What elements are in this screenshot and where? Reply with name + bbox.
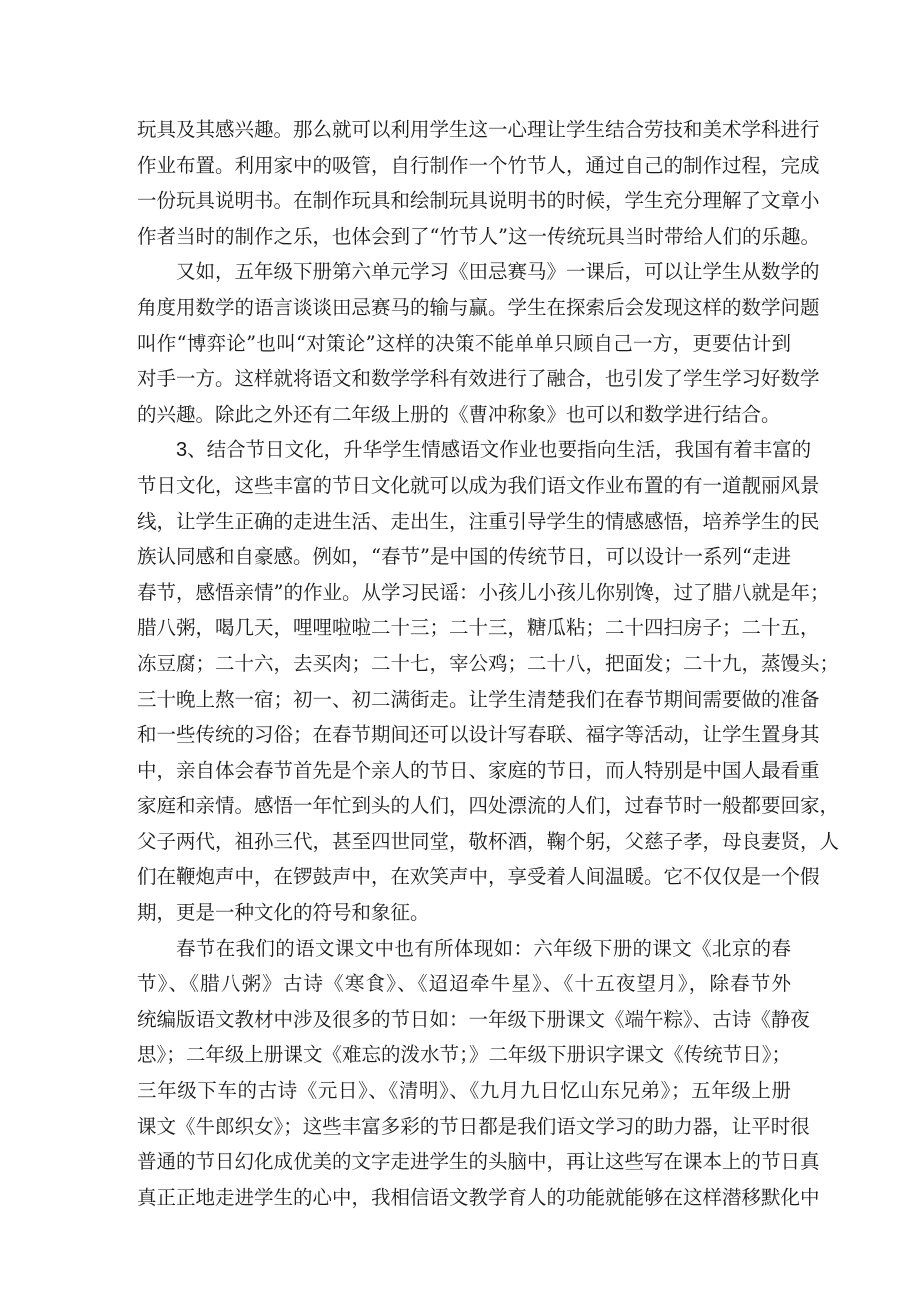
text-line: 统编版语文教材中涉及很多的节日如：一年级下册课文《端午粽》、古诗《静夜 <box>137 1007 810 1031</box>
text-line-content: 、结合节日文化，升华学生情感语文作业也要指向生活，我国有着丰富的 <box>187 438 812 462</box>
text-line: 春节，感悟亲情”的作业。从学习民谣：小孩儿小孩儿你别馋，过了腊八就是年； <box>137 580 830 604</box>
text-line: 的兴趣。除此之外还有二年级上册的《曹冲称象》也可以和数学进行结合。 <box>137 402 781 426</box>
text-line: 玩具及其感兴趣。那么就可以利用学生这一心理让学生结合劳技和美术学科进行 <box>137 118 820 141</box>
text-line: 期，更是一种文化的符号和象征。 <box>137 901 430 925</box>
document-body <box>137 112 840 1215</box>
text-line: 真正正地走进学生的心中，我相信语文教学育人的功能就能够在这样潜移默化中 <box>137 1185 820 1209</box>
text-line: 节日文化，这些丰富的节日文化就可以成为我们语文作业布置的有一道靓丽风景 <box>137 473 820 497</box>
text-line: 春节在我们的语文课文中也有所体现如：六年级下册的课文《北京的春 <box>176 936 791 960</box>
section-number: 3 <box>176 439 188 462</box>
text-line: 思》；二年级上册课文《难忘的泼水节；》二年级下册识字课文《传统节日》； <box>137 1043 791 1067</box>
text-line: 作者当时的制作之乐，也体会到了“竹节人”这一传统玩具当时带给人们的乐趣。 <box>137 224 820 248</box>
text-line: 中，亲自体会春节首先是个亲人的节日、家庭的节日，而人特别是中国人最看重 <box>137 758 820 782</box>
text-line: 作业布置。利用家中的吸管，自行制作一个竹节人，通过自己的制作过程，完成 <box>137 153 820 177</box>
text-line <box>137 432 812 468</box>
text-line: 腊八粥，喝几天，哩哩啦啦二十三；二十三，糖瓜粘；二十四扫房子；二十五， <box>137 616 820 640</box>
text-line: 父子两代，祖孙三代，甚至四世同堂，敬杯酒，鞠个躬，父慈子孝，母良妻贤，人 <box>137 829 840 853</box>
text-line: 和一些传统的习俗；在春节期间还可以设计写春联、福字等活动，让学生置身其 <box>137 723 820 747</box>
text-line: 三年级下车的古诗《元日》、《清明》、《九月九日忆山东兄弟》；五年级上册 <box>137 1079 791 1103</box>
text-line: 叫作“博弈论”也叫“对策论”这样的决策不能单单只顾自己一方，更要估计到 <box>137 331 791 355</box>
text-line: 冻豆腐；二十六，去买肉；二十七，宰公鸡；二十八，把面发；二十九，蒸馒头； <box>137 651 840 675</box>
paragraph-tianji-horse-race <box>137 254 820 432</box>
text-line: 普通的节日幻化成优美的文字走进学生的头脑中，再让这些写在课本上的节日真 <box>137 1150 820 1174</box>
paragraph-toy-homework <box>137 112 820 254</box>
text-line: 线，让学生正确的走进生活、走出生，注重引导学生的情感感悟，培养学生的民 <box>137 509 820 533</box>
text-line: 们在鞭炮声中，在锣鼓声中，在欢笑声中，享受着人间温暖。它不仅仅是一个假 <box>137 865 820 889</box>
paragraph-spring-festival-texts <box>137 931 820 1216</box>
text-line: 角度用数学的语言谈谈田忌赛马的输与赢。学生在探索后会发现这样的数学问题 <box>137 295 820 319</box>
text-line: 一份玩具说明书。在制作玩具和绘制玩具说明书的时候，学生充分理解了文章小 <box>137 189 820 213</box>
text-line: 族认同感和自豪感。例如，“春节”是中国的传统节日，可以设计一系列“走进 <box>137 545 791 569</box>
text-line: 三十晚上熬一宿；初一、初二满街走。让学生清楚我们在春节期间需要做的准备 <box>137 687 820 711</box>
text-line: 课文《牛郎织女》；这些丰富多彩的节日都是我们语文学习的助力器，让平时很 <box>137 1114 810 1138</box>
text-line: 家庭和亲情。感悟一年忙到头的人们，四处漂流的人们，过春节时一般都要回家， <box>137 794 840 818</box>
text-line: 又如，五年级下册第六单元学习《田忌赛马》一课后，可以让学生从数学的 <box>176 260 820 284</box>
text-line: 对手一方。这样就将语文和数学学科有效进行了融合，也引发了学生学习好数学 <box>137 367 820 391</box>
paragraph-festival-culture <box>137 432 840 930</box>
text-line: 节》、《腊八粥》古诗《寒食》、《迢迢牵牛星》、《十五夜望月》，除春节外 <box>137 972 791 996</box>
